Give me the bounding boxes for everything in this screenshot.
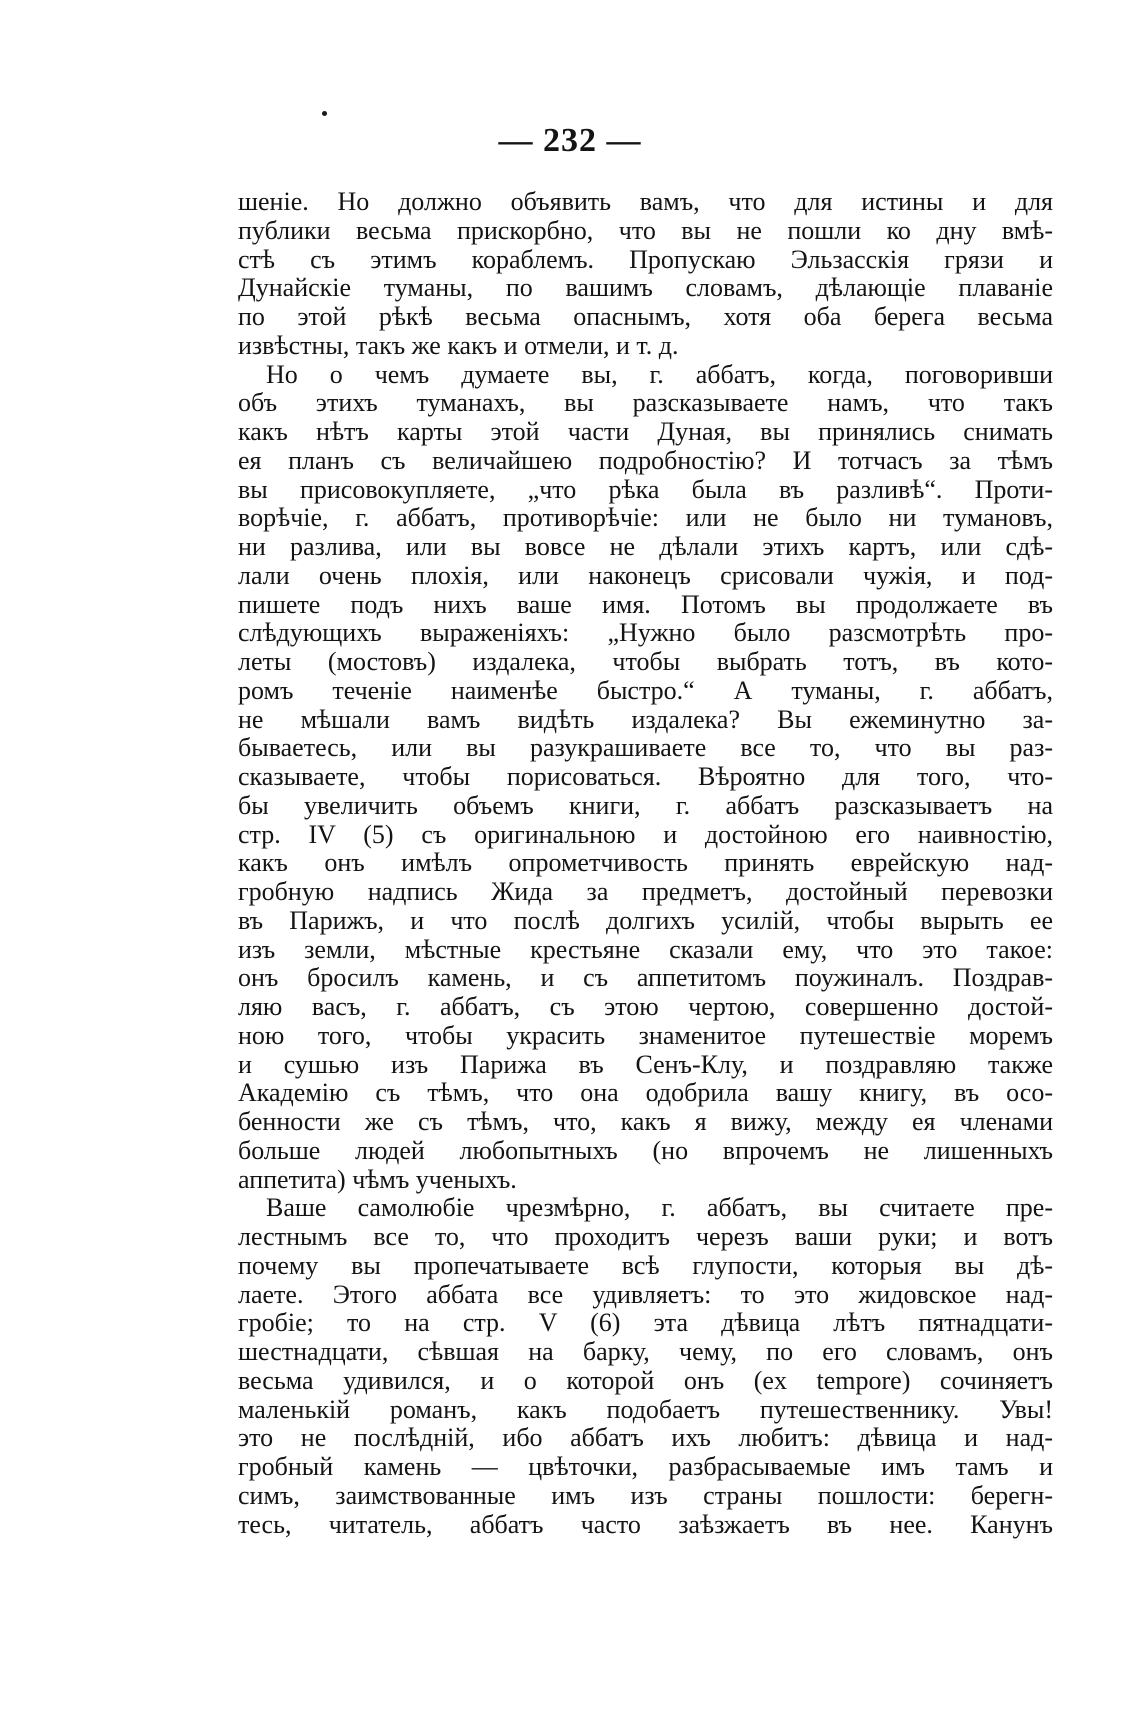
text-line: по этой рѣкѣ весьма опаснымъ, хотя оба берега весьма xyxy=(238,303,1053,331)
text-line: шеніе. Но должно объявить вамъ, что для истины и для xyxy=(238,188,1053,216)
text-line: и сушью изъ Парижа въ Сенъ-Клу, и поздравляю также xyxy=(238,1050,1053,1079)
text-line: Академію съ тѣмъ, что она одобрила вашу книгу, въ осо- xyxy=(238,1079,1053,1108)
text-line: лали очень плохія, или наконецъ срисовали чужія, и под- xyxy=(238,561,1053,590)
text-line: въ Парижъ, и что послѣ долгихъ усилій, чтобы вырыть ее xyxy=(238,906,1053,935)
body-text xyxy=(238,188,1053,1539)
text-line: бы увеличить объемъ книги, г. аббатъ разсказываетъ на xyxy=(238,791,1053,820)
text-line: какъ нѣтъ карты этой части Дуная, вы принялись снимать xyxy=(238,418,1053,446)
text-line: вы присовокупляете, „что рѣка была въ разливѣ“. Проти- xyxy=(238,475,1053,504)
text-line: маленькій романъ, какъ подобаетъ путешественнику. Увы! xyxy=(238,1395,1053,1424)
text-line: тесь, читатель, аббатъ часто заѣзжаетъ въ нее. Канунъ xyxy=(238,1510,1053,1539)
text-line: больше людей любопытныхъ (но впрочемъ не лишенныхъ xyxy=(238,1136,1053,1165)
text-line: леты (мостовъ) издалека, чтобы выбрать тотъ, въ кото- xyxy=(238,648,1053,676)
text-line: лестнымъ все то, что проходитъ черезъ ваши руки; и вотъ xyxy=(238,1223,1053,1251)
text-line: ромъ теченіе наименѣе быстро.“ А туманы, г. аббатъ, xyxy=(238,676,1053,705)
text-line: какъ онъ имѣлъ опрометчивость принять еврейскую над- xyxy=(238,849,1053,878)
text-line: ворѣчіе, г. аббатъ, противорѣчіе: или не было ни тумановъ, xyxy=(238,504,1053,533)
page-number: — 232 — xyxy=(498,122,642,159)
text-line: публики весьма прискорбно, что вы не пошли ко дну вмѣ- xyxy=(238,216,1053,245)
text-line: симъ, заимствованные имъ изъ страны пошлости: берегн- xyxy=(238,1481,1053,1510)
text-line: пишете подъ нихъ ваше имя. Потомъ вы продолжаете въ xyxy=(238,590,1053,619)
text-line: стѣ съ этимъ кораблемъ. Пропускаю Эльзасскія грязи и xyxy=(238,245,1053,274)
text-line: стр. IV (5) съ оригинальною и достойною его наивностію, xyxy=(238,820,1053,849)
text-line: извѣстны, такъ же какъ и отмели, и т. д. xyxy=(238,331,679,360)
text-line: Ваше самолюбіе чрезмѣрно, г. аббатъ, вы считаете пре- xyxy=(266,1194,1053,1223)
text-line: ни разлива, или вы вовсе не дѣлали этихъ картъ, или сдѣ- xyxy=(238,533,1053,561)
text-line: изъ земли, мѣстные крестьяне сказали ему, что это такое: xyxy=(238,935,1053,964)
text-line: Но о чемъ думаете вы, г. аббатъ, когда, поговоривши xyxy=(266,360,1053,389)
text-line: онъ бросилъ камень, и съ аппетитомъ поужиналъ. Поздрав- xyxy=(238,964,1053,993)
text-line: бенности же съ тѣмъ, что, какъ я вижу, между ея членами xyxy=(238,1108,1053,1136)
text-line: ляю васъ, г. аббатъ, съ этою чертою, совершенно достой- xyxy=(238,993,1053,1021)
text-line: весьма удивился, и о которой онъ (ex tempore) сочиняетъ xyxy=(238,1366,1053,1395)
text-line: ея планъ съ величайшею подробностію? И тотчасъ за тѣмъ xyxy=(238,446,1053,475)
text-line: объ этихъ туманахъ, вы разсказываете намъ, что такъ xyxy=(238,389,1053,418)
text-line: гробную надпись Жида за предметъ, достойный перевозки xyxy=(238,878,1053,906)
text-line: лаете. Этого аббата все удивляетъ: то это жидовское над- xyxy=(238,1280,1053,1309)
text-line: бываетесь, или вы разукрашиваете все то, что вы раз- xyxy=(238,734,1053,763)
text-line: Дунайскіе туманы, по вашимъ словамъ, дѣлающіе плаваніе xyxy=(238,274,1053,303)
text-line: гробіе; то на стр. V (6) эта дѣвица лѣтъ пятнадцати- xyxy=(238,1309,1053,1338)
text-line: слѣдующихъ выраженіяхъ: „Нужно было разсмотрѣть про- xyxy=(238,619,1053,648)
text-line: ною того, чтобы украсить знаменитое путешествіе моремъ xyxy=(238,1021,1053,1050)
text-line: аппетита) чѣмъ ученыхъ. xyxy=(238,1165,517,1194)
text-line: почему вы пропечатываете всѣ глупости, которыя вы дѣ- xyxy=(238,1251,1053,1280)
text-line: гробный камень — цвѣточки, разбрасываемые имъ тамъ и xyxy=(238,1453,1053,1481)
text-line: шестнадцати, сѣвшая на барку, чему, по его словамъ, онъ xyxy=(238,1338,1053,1366)
text-line: это не послѣдній, ибо аббатъ ихъ любитъ: дѣвица и над- xyxy=(238,1424,1053,1453)
ink-speck xyxy=(322,111,327,116)
text-line: не мѣшали вамъ видѣть издалека? Вы ежеминутно за- xyxy=(238,705,1053,734)
text-line: сказываете, чтобы порисоваться. Вѣроятно для того, что- xyxy=(238,763,1053,791)
